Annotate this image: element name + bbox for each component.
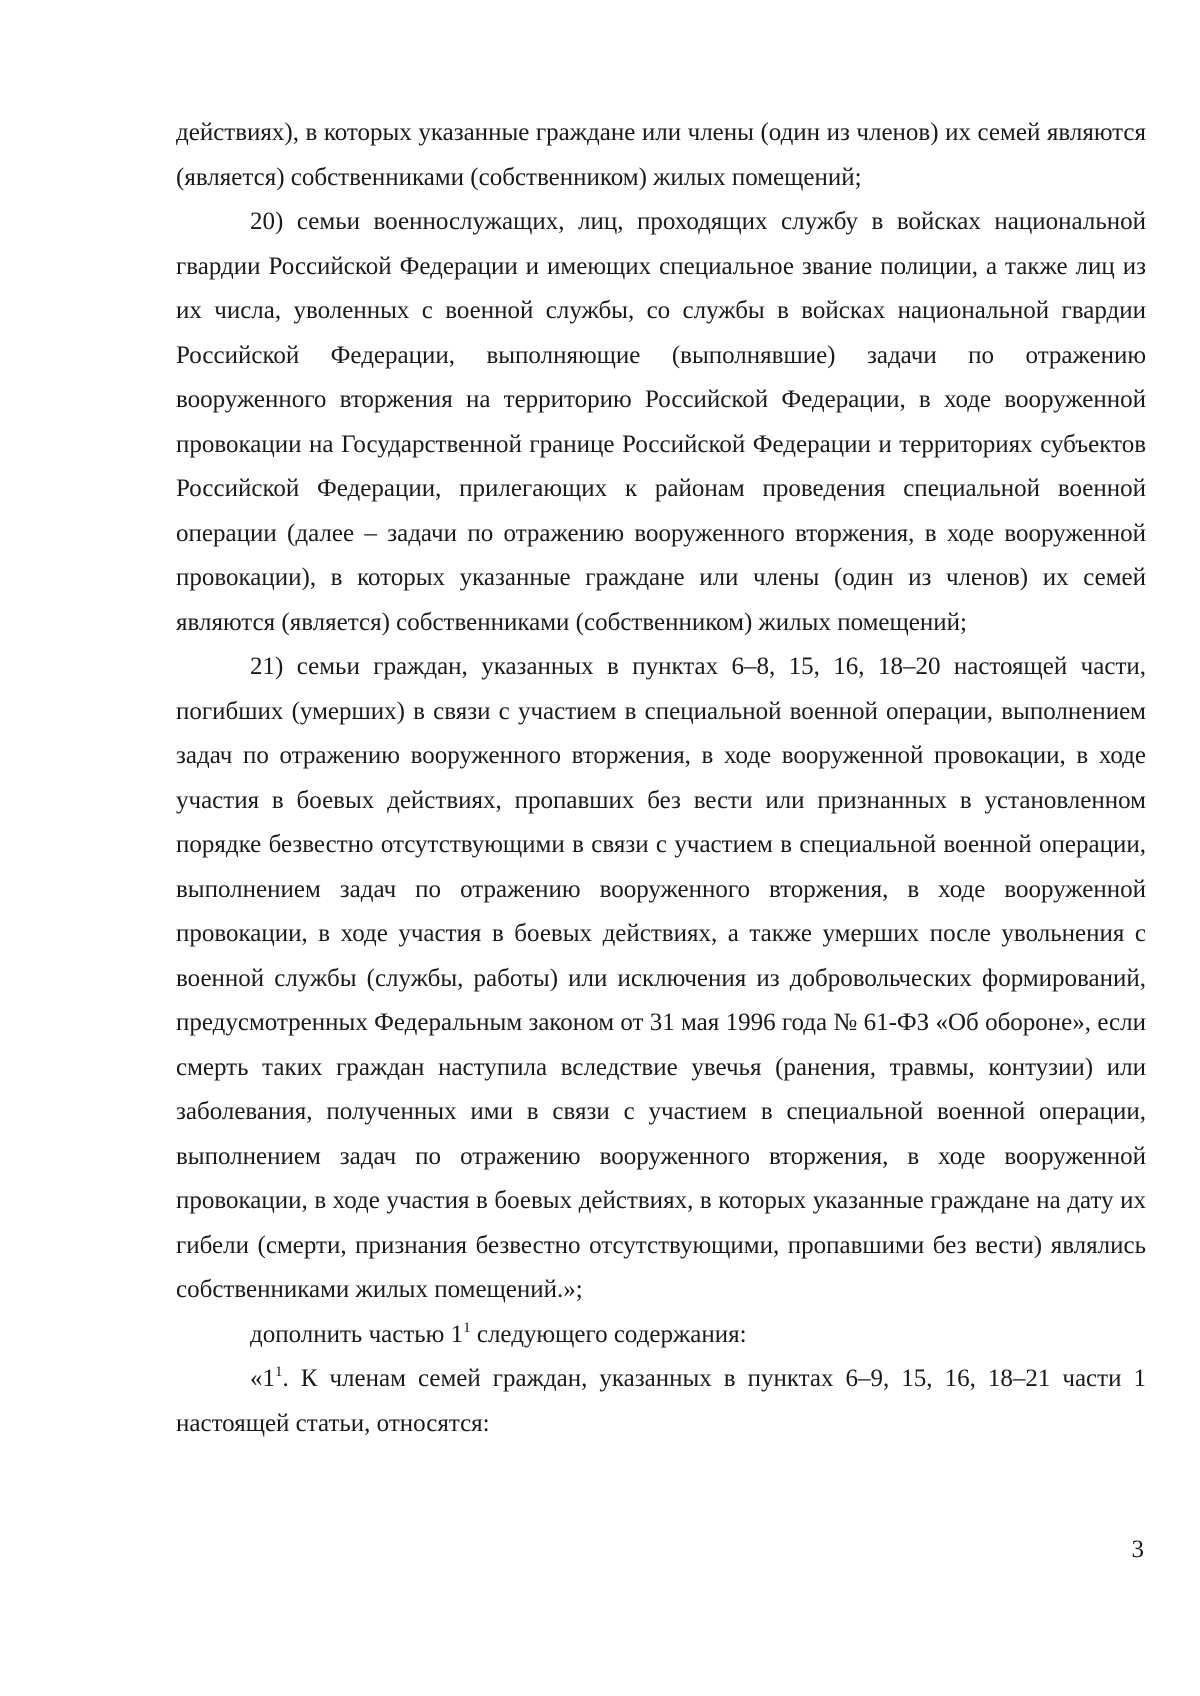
paragraph-item-20: 20) семьи военнослужащих, лиц, проходящих службу в войсках национальной гвардии Российской Федерации и имеющих специальное звание полиции, а также лиц из их числа, уволенных с военной службы, со службы в войсках национальной гвардии Российской Федерации, выполняющие (выполнявшие) задачи по отражению вооруженного вторжения на территорию Российской Федерации, в ходе вооруженной провокации на Государственной границе Российской Федерации и территориях субъектов Российской Федерации, прилегающих к районам проведения специальной военной операции (далее – задачи по отражению вооруженного вторжения, в ходе вооруженной провокации), в которых указанные граждане или члены (один из членов) их семей являются (является) собственниками (собственником) жилых помещений;	[176, 208, 1146, 636]
paragraph-new-part	[176, 1357, 1146, 1446]
paragraph-item-21: 21) семьи граждан, указанных в пунктах 6–8, 15, 16, 18–20 настоящей части, погибших (умерших) в связи с участием в специальной военной операции, выполнением задач по отражению вооруженного вторжения, в ходе вооруженной провокации, в ходе участия в боевых действиях, пропавших без вести или признанных в установленном порядке безвестно отсутствующими в связи с участием в специальной военной операции, выполнением задач по отражению вооруженного вторжения, в ходе вооруженной провокации, в ходе участия в боевых действиях, а также умерших после увольнения с военной службы (службы, работы) или исключения из добровольческих формирований, предусмотренных Федеральным законом от 31 мая 1996 года № 61-ФЗ «Об обороне», если смерть таких граждан наступила вследствие увечья (ранения, травмы, контузии) или заболевания, полученных ими в связи с участием в специальной военной операции, выполнением задач по отражению вооруженного вторжения, в ходе вооруженной провокации, в ходе участия в боевых действиях, в которых указанные граждане на дату их гибели (смерти, признания безвестно отсутствующими, пропавшими без вести) являлись собственниками жилых помещений.»;	[176, 653, 1146, 1303]
paragraph-supplement	[176, 1313, 1146, 1358]
supplement-text: дополнить частью 1	[250, 1320, 464, 1348]
supplement-superscript: 1	[463, 1319, 471, 1336]
new-part-text: . К членам семей граждан, указанных в пунктах 6–9, 15, 16, 18–21 части 1 настоящей статьи, относятся:	[176, 1365, 1146, 1437]
supplement-text-end: следующего содержания:	[470, 1320, 747, 1348]
paragraph-continuation: действиях), в которых указанные граждане или члены (один из членов) их семей являются (является) собственниками (собственником) жилых помещений;	[176, 119, 1146, 191]
page-number: 3	[1131, 1536, 1144, 1563]
document-body	[176, 111, 1146, 1446]
new-part-number: «1	[250, 1365, 275, 1392]
new-part-superscript: 1	[275, 1364, 283, 1380]
